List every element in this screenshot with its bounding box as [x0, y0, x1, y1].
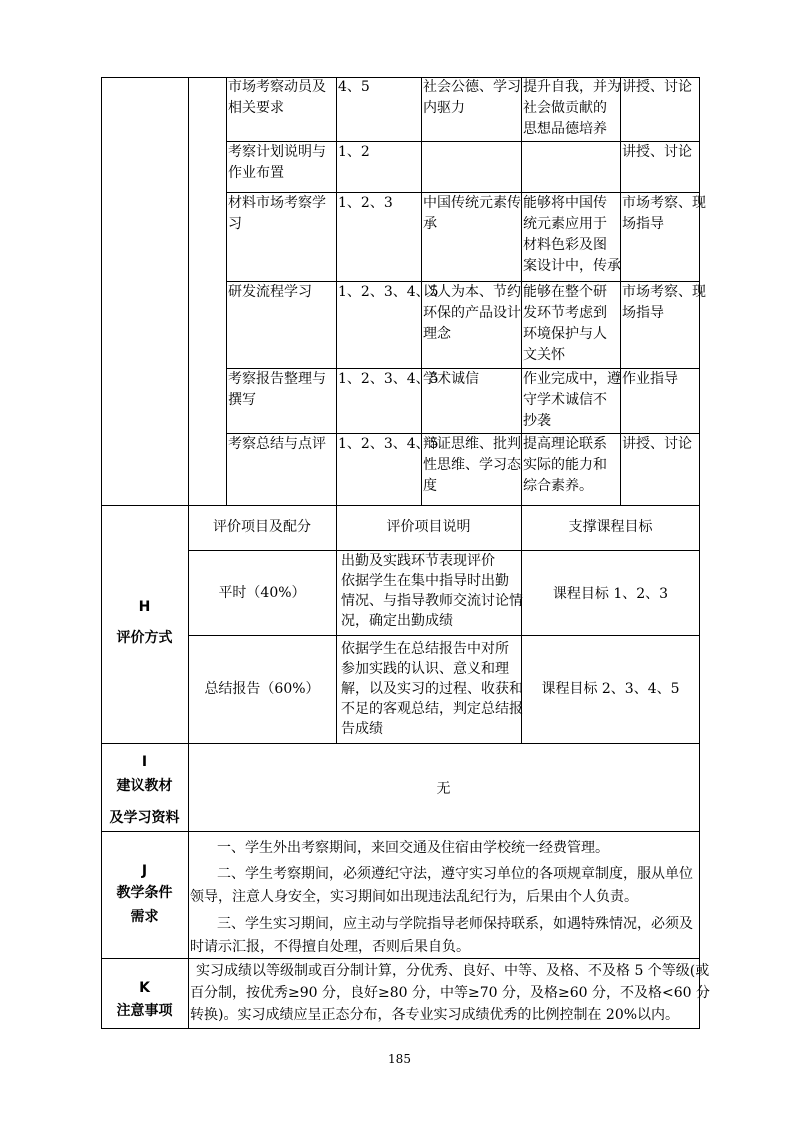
evaluation-desc-line: 解，以及实习的过程、收获和: [341, 681, 523, 697]
cell-goal-line: 综合素养。: [523, 478, 593, 494]
section-label: 评价方式: [116, 630, 173, 646]
cell-goal-line: 能够在整个研: [523, 284, 607, 300]
cell-objectives: 1、2、3: [338, 195, 393, 211]
cell-goal-line: 案设计中，传承: [523, 258, 621, 274]
condition-line: 三、学生实习期间，应主动与学院指导老师保持联系，如遇特殊情况，必须及: [217, 916, 693, 932]
cell-ideology-line: 度: [423, 478, 437, 494]
cell-goal-line: 文关怀: [523, 347, 565, 363]
note-line: 实习成绩以等级制或百分制计算，分优秀、良好、中等、及格、不及格 5 个等级(或: [196, 963, 710, 979]
condition-line: 时请示汇报，不得擅自处理，否则后果自负。: [190, 939, 470, 955]
cell-method-line: 场指导: [622, 305, 664, 321]
cell-ideology-line: 以人为本、节约: [423, 284, 521, 300]
evaluation-desc-line: 依据学生在总结报告中对所: [341, 641, 509, 657]
table-border-right: [699, 77, 700, 1028]
evaluation-target: 课程目标 1、2、3: [552, 586, 669, 602]
cell-goal-line: 材料色彩及图: [523, 237, 607, 253]
cell-objectives: 1、2、3、4、5: [338, 371, 439, 387]
cell-ideology-line: 辩证思维、批判: [423, 436, 521, 452]
section-label: 注意事项: [116, 1003, 173, 1019]
cell-method: 讲授、讨论: [622, 436, 692, 452]
cell-ideology-line: 理念: [423, 326, 451, 342]
row-divider: [188, 635, 700, 636]
cell-content-line: 作业布置: [228, 165, 284, 181]
cell-ideology-line: 内驱力: [423, 100, 465, 116]
column-divider: [226, 77, 227, 505]
cell-goal-line: 能够将中国传: [523, 195, 607, 211]
column-divider: [336, 77, 337, 505]
evaluation-item: 平时（40%）: [218, 585, 306, 601]
cell-goal-line: 环境保护与人: [523, 326, 607, 342]
note-line: 转换)。实习成绩应呈正态分布，各专业实习成绩优秀的比例控制在 20%以内。: [190, 1007, 680, 1023]
cell-content-line: 材料市场考察学: [228, 195, 326, 211]
cell-content-line: 市场考察动员及: [228, 79, 326, 95]
cell-ideology-line: 中国传统元素传: [423, 195, 521, 211]
cell-goal-line: 抄袭: [523, 413, 551, 429]
cell-goal-line: 实际的能力和: [523, 457, 607, 473]
cell-objectives: 1、2、3、4、5: [338, 284, 439, 300]
cell-ideology-line: 社会公德、学习: [423, 79, 521, 95]
section-letter: I: [141, 754, 148, 770]
textbooks-content: 无: [436, 781, 451, 797]
section-divider: [101, 958, 700, 959]
evaluation-target: 课程目标 2、3、4、5: [541, 681, 680, 697]
column-divider: [188, 77, 189, 505]
cell-ideology-line: 承: [423, 216, 437, 232]
column-divider: [620, 77, 621, 505]
cell-ideology-line: 环保的产品设计: [423, 305, 521, 321]
column-header: 支撑课程目标: [568, 519, 653, 535]
cell-goal-line: 统元素应用于: [523, 216, 607, 232]
evaluation-desc-line: 依据学生在集中指导时出勤: [341, 573, 509, 589]
cell-content-line: 撰写: [228, 392, 256, 408]
page-number: 185: [388, 1052, 411, 1066]
column-header: 评价项目及配分: [213, 519, 311, 535]
section-divider: [101, 743, 700, 744]
cell-objectives: 4、5: [338, 79, 370, 95]
cell-method-line: 市场考察、现: [622, 195, 706, 211]
cell-ideology-line: 性思维、学习态: [423, 457, 521, 473]
section-letter: H: [138, 599, 151, 615]
condition-line: 领导，注意人身安全，实习期间如出现违法乱纪行为，后果由个人负责。: [190, 889, 638, 905]
evaluation-desc-line: 况，确定出勤成绩: [341, 613, 453, 629]
cell-method-line: 市场考察、现: [622, 284, 706, 300]
cell-content-line: 考察计划说明与: [228, 144, 326, 160]
column-divider: [188, 505, 189, 743]
cell-ideology-line: 学术诚信: [423, 371, 479, 387]
column-divider: [521, 77, 522, 505]
note-line: 百分制，按优秀≥90 分，良好≥80 分，中等≥70 分，及格≥60 分，不及格<60 分: [190, 985, 710, 1001]
cell-goal-line: 思想品德培养: [523, 121, 607, 137]
section-label: 及学习资料: [109, 810, 180, 826]
section-label: 建议教材: [116, 778, 173, 794]
column-header: 评价项目说明: [386, 519, 471, 535]
section-label: 教学条件: [116, 885, 173, 901]
section-letter: K: [139, 980, 150, 996]
section-divider: [101, 831, 700, 832]
table-border-bottom: [101, 1028, 700, 1029]
cell-goal-line: 作业完成中，遵: [523, 371, 621, 387]
section-divider: [101, 505, 700, 506]
cell-content-line: 考察总结与点评: [228, 436, 326, 452]
cell-method: 讲授、讨论: [622, 144, 692, 160]
cell-content-line: 研发流程学习: [228, 284, 312, 300]
cell-content-line: 相关要求: [228, 100, 284, 116]
evaluation-desc-line: 告成绩: [341, 721, 383, 737]
cell-content-line: 考察报告整理与: [228, 371, 326, 387]
cell-goal-line: 守学术诚信不: [523, 392, 607, 408]
cell-method: 作业指导: [622, 371, 678, 387]
condition-line: 一、学生外出考察期间，来回交通及住宿由学校统一经费管理。: [217, 840, 609, 856]
evaluation-desc-line: 不足的客观总结，判定总结报: [341, 701, 523, 717]
cell-content-line: 习: [228, 216, 242, 232]
evaluation-desc-line: 参加实践的认识、意义和理: [341, 661, 509, 677]
evaluation-desc-line: 出勤及实践环节表现评价: [341, 553, 495, 569]
cell-goal-line: 发环节考虑到: [523, 305, 607, 321]
evaluation-item: 总结报告（60%）: [204, 681, 320, 697]
cell-goal-line: 社会做贡献的: [523, 100, 607, 116]
cell-objectives: 1、2、3、4、5: [338, 436, 439, 452]
section-letter: J: [141, 863, 148, 879]
column-divider: [336, 505, 337, 743]
cell-goal-line: 提高理论联系: [523, 436, 607, 452]
cell-method: 讲授、讨论: [622, 79, 692, 95]
section-label: 需求: [130, 909, 159, 925]
cell-method-line: 场指导: [622, 216, 664, 232]
evaluation-desc-line: 情况、与指导教师交流讨论情: [341, 593, 523, 609]
condition-line: 二、学生考察期间，必须遵纪守法，遵守实习单位的各项规章制度，服从单位: [217, 866, 693, 882]
cell-objectives: 1、2: [338, 144, 370, 160]
cell-goal-line: 提升自我，并为: [523, 79, 621, 95]
